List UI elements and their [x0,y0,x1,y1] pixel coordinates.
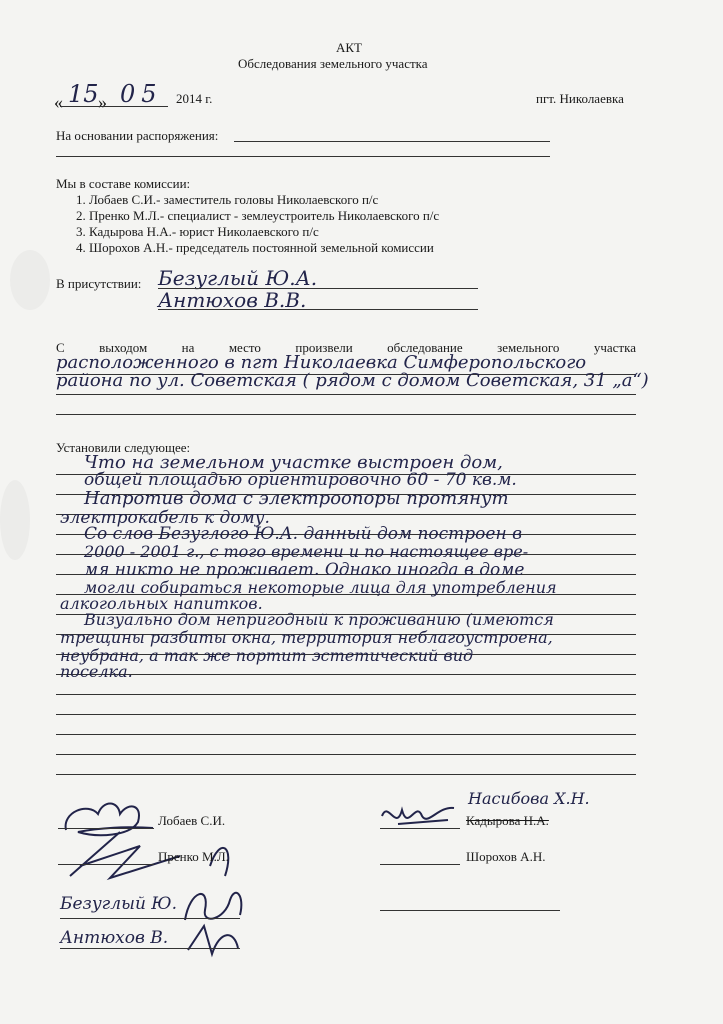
signature-line [58,864,154,865]
presence-line [158,309,478,310]
basis-line [56,156,550,157]
commission-member: 4. Шорохов А.Н.- председатель постоянной земельной комиссии [76,240,434,255]
findings-rule [56,774,636,775]
finding-line: Со слов Безуглого Ю.А. данный дом построен в [84,524,522,544]
signature-line [60,948,240,949]
signer-name: Лобаев С.И. [158,813,226,828]
finding-line: неубрана, а так же портит эстетический вид [60,646,474,665]
signature-line [380,910,560,911]
intro-word: С [56,340,65,355]
finding-line: мя никто не проживает. Однако иногда в доме [84,560,525,580]
commission-member: 3. Кадырова Н.А.- юрист Николаевского п/с [76,224,319,239]
intro-word: земельного [497,340,560,355]
intro-word: место [228,340,261,355]
basis-line [234,141,550,142]
presence-person: Безуглый Ю.А. [158,266,318,290]
act-subtitle: Обследования земельного участка [238,56,428,71]
scan-smudge [10,250,50,310]
date-close-quote: » [98,92,107,112]
date-year: 2014 г. [176,91,213,106]
commission-label: Мы в составе комиссии: [56,176,191,191]
findings-rule [56,714,636,715]
finding-line: общей площадью ориентировочно 60 - 70 кв.м. [84,470,517,490]
findings-rule [56,694,636,695]
signature-line [380,828,460,829]
inspection-rule [56,394,636,395]
presence-person: Антюхов В.В. [158,288,307,312]
date-open-quote: « [54,92,63,112]
date-underline [60,106,168,107]
findings-label: Установили следующее: [56,440,191,455]
inspection-line: района по ул. Советская ( рядом с домом Советская, 31 „а“) [56,370,649,391]
date-month: 05 [120,80,163,108]
finding-line: Что на земельном участке выстроен дом, [84,452,503,473]
signature-line [380,864,460,865]
intro-word: участка [593,340,636,355]
finding-line: алкогольных напитков. [60,594,263,613]
intro-word: выходом [99,340,148,355]
presence-line [158,288,478,289]
place: пгт. Николаевка [536,91,624,106]
intro-word: произвели [295,340,353,355]
signer-name: Пренко М.Л. [158,849,229,864]
handwritten-name: Насибова Х.Н. [468,789,590,808]
findings-rule [56,754,636,755]
signature-line [60,918,240,919]
signature-antyukhov [184,920,244,960]
intro-word: обследование [387,340,463,355]
intro-word: на [181,340,195,355]
signature-kadyrova [378,796,458,836]
finding-line: 2000 - 2001 г., с того времени и по настоящее вре- [84,542,529,561]
signer-name: Шорохов А.Н. [466,849,546,864]
handwritten-name: Безуглый Ю. [60,894,177,914]
finding-line: Визуально дом непригодный к проживанию (имеются [84,610,554,629]
findings-rule [56,674,636,675]
finding-line: электрокабель к дому. [60,508,270,528]
finding-line: могли собираться некоторые лица для употребления [84,578,557,597]
commission-member: 2. Пренко М.Л.- специалист - землеустроитель Николаевского п/с [76,208,440,223]
act-title: АКТ [336,40,362,55]
scan-smudge [0,480,30,560]
finding-line: Напротив дома с электроопоры протянут [84,488,509,509]
finding-line: трещины разбиты окна, территория неблагоустроена, [60,628,553,647]
commission-member: 1. Лобаев С.И.- заместитель головы Николаевского п/с [76,192,379,207]
findings-rule [56,734,636,735]
signer-name: Кадырова Н.А. [466,813,549,828]
inspection-line: расположенного в пгт Николаевка Симферопольского [56,352,587,373]
inspection-rule [56,414,636,415]
handwritten-name: Антюхов В. [60,928,169,948]
finding-line: поселка. [60,662,133,681]
presence-label: В присутствии: [56,276,142,291]
basis-label: На основании распоряжения: [56,128,219,143]
date-day: 15 [68,80,99,108]
